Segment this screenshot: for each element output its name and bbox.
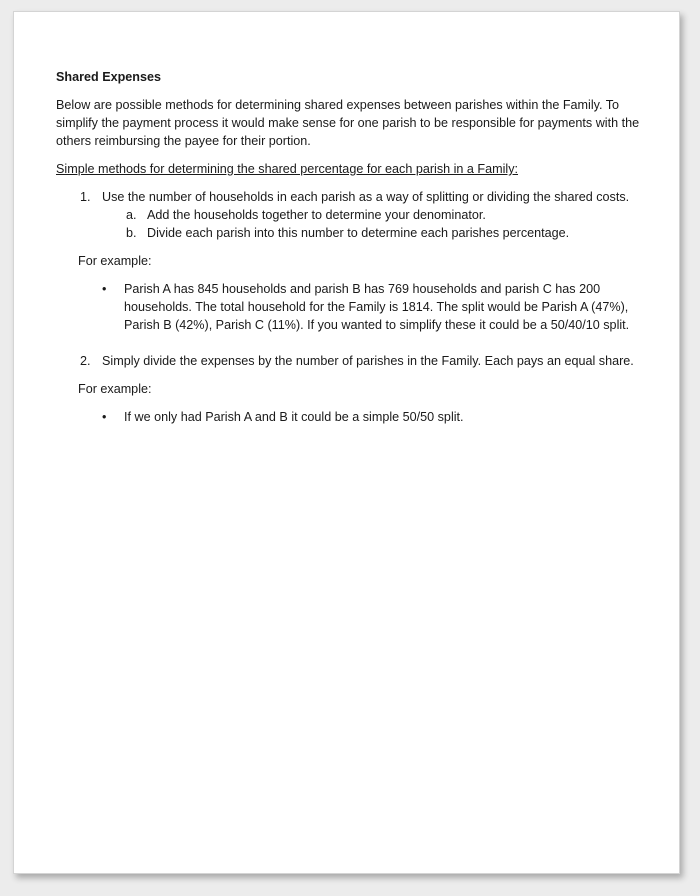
document-content: [56, 68, 646, 444]
method-1-sublist: [56, 206, 646, 242]
document-title: Shared Expenses: [56, 70, 161, 84]
method-2-number: 2.: [80, 354, 91, 368]
method-2-example-bullet: [56, 408, 646, 426]
subitem-a-label: a.: [126, 208, 137, 222]
method-2-item: [56, 352, 646, 370]
method-1-number: 1.: [80, 190, 91, 204]
subitem-b-text: Divide each parish into this number to determine each parishes percentage.: [147, 226, 570, 240]
bullet-icon: •: [102, 410, 107, 424]
intro-paragraph: Below are possible methods for determining shared expenses between parishes within the Family. To simplify the payment process it would make sense for one parish to be responsible for payments with the others reimbursing the payee for their portion.: [56, 98, 640, 148]
method-2-example-text: If we only had Parish A and B it could be a simple 50/50 split.: [124, 410, 464, 424]
method-1-example-text: Parish A has 845 households and parish B has 769 households and parish C has 200 households. The total household for the Family is 1814. The split would be Parish A (47%), Parish B (42%), Parish C (11%). If you wanted to simplify these it could be a 50/40/10 split.: [124, 282, 630, 332]
subitem-b-label: b.: [126, 226, 137, 240]
subitem-a-text: Add the households together to determine your denominator.: [147, 208, 486, 222]
method-1-text: Use the number of households in each parish as a way of splitting or dividing the shared costs.: [102, 190, 630, 204]
document-page: [13, 11, 680, 874]
method-2-example-label: For example:: [78, 382, 152, 396]
method-1-item: [56, 188, 646, 206]
method-2-text: Simply divide the expenses by the number of parishes in the Family. Each pays an equal share.: [102, 354, 634, 368]
method-1-subitem-a: [56, 206, 646, 224]
method-1-example-bullet: [56, 280, 646, 334]
method-1-subitem-b: [56, 224, 646, 242]
methods-subheading: Simple methods for determining the shared percentage for each parish in a Family:: [56, 162, 519, 176]
method-1-example-label: For example:: [78, 254, 152, 268]
bullet-icon: •: [102, 282, 107, 296]
